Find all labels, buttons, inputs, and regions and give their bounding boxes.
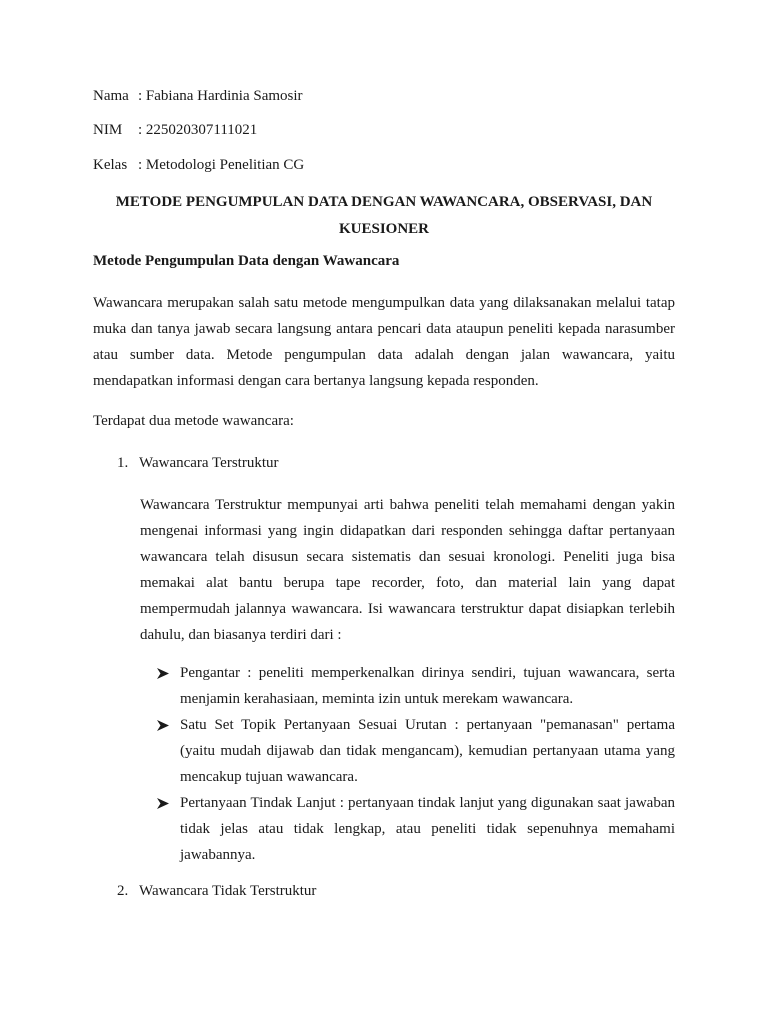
meta-kelas-label: Kelas [93, 157, 128, 173]
list-item [157, 712, 675, 790]
bullet-list [157, 660, 675, 868]
meta-nim-value: : 225020307111021 [138, 122, 258, 138]
meta-nama-row [93, 86, 303, 106]
list-item [157, 790, 675, 868]
meta-nama-value: : Fabiana Hardinia Samosir [138, 88, 303, 104]
list-item [157, 660, 675, 712]
bullet-text: Satu Set Topik Pertanyaan Sesuai Urutan : pertanyaan "pemanasan" pertama (yaitu mudah dijawab dan tidak mengancam), kemudian pertanyaan utama yang mencakup tujuan wawancara. [180, 717, 675, 785]
numbered-item-title: Wawancara Terstruktur [139, 455, 279, 471]
numbered-item-2 [117, 880, 316, 902]
numbered-item-number: 2. [117, 883, 129, 899]
meta-nim-row [93, 120, 257, 140]
paragraph-terstruktur: Wawancara Terstruktur mempunyai arti bahwa peneliti telah memahami dengan yakin mengenai informasi yang ingin didapatkan dari responden sehingga daftar pertanyaan wawancara telah disusun secara sistematis dan sesuai kronologi. Peneliti juga bisa memakai alat bantu berupa tape recorder, foto, dan material lain yang dapat mempermudah jalannya wawancara. Isi wawancara terstruktur dapat disiapkan terlebih dahulu, dan biasanya terdiri dari : [140, 497, 675, 643]
arrow-bullet-icon [157, 660, 180, 686]
numbered-item-number: 1. [117, 455, 129, 471]
arrow-bullet-icon [157, 712, 180, 738]
bullet-text: Pertanyaan Tindak Lanjut : pertanyaan tindak lanjut yang digunakan saat jawaban tidak jelas atau tidak lengkap, atau peneliti tidak sepenuhnya memahami jawabannya. [180, 795, 675, 863]
meta-nama-label: Nama [93, 88, 129, 104]
meta-nim-label: NIM [93, 122, 123, 138]
meta-kelas-value: : Metodologi Penelitian CG [138, 157, 305, 173]
arrow-bullet-icon [157, 790, 180, 816]
paragraph-methods-intro: Terdapat dua metode wawancara: [93, 413, 294, 429]
meta-kelas-row [93, 155, 304, 175]
paragraph-definition: Wawancara merupakan salah satu metode mengumpulkan data yang dilaksanakan melalui tatap muka dan tanya jawab secara langsung antara pencari data ataupun peneliti kepada narasumber atau sumber data. Metode pengumpulan data adalah dengan jalan wawancara, yaitu mendapatkan informasi dengan cara bertanya langsung kepada responden. [93, 295, 675, 389]
numbered-item-1 [117, 452, 278, 474]
numbered-item-title: Wawancara Tidak Terstruktur [139, 883, 317, 899]
bullet-text: Pengantar : peneliti memperkenalkan dirinya sendiri, tujuan wawancara, serta menjamin kerahasiaan, meminta izin untuk merekam wawancara. [180, 665, 675, 707]
section-heading: Metode Pengumpulan Data dengan Wawancara [93, 253, 400, 269]
document-title: METODE PENGUMPULAN DATA DENGAN WAWANCARA, OBSERVASI, DAN KUESIONER [115, 194, 653, 237]
